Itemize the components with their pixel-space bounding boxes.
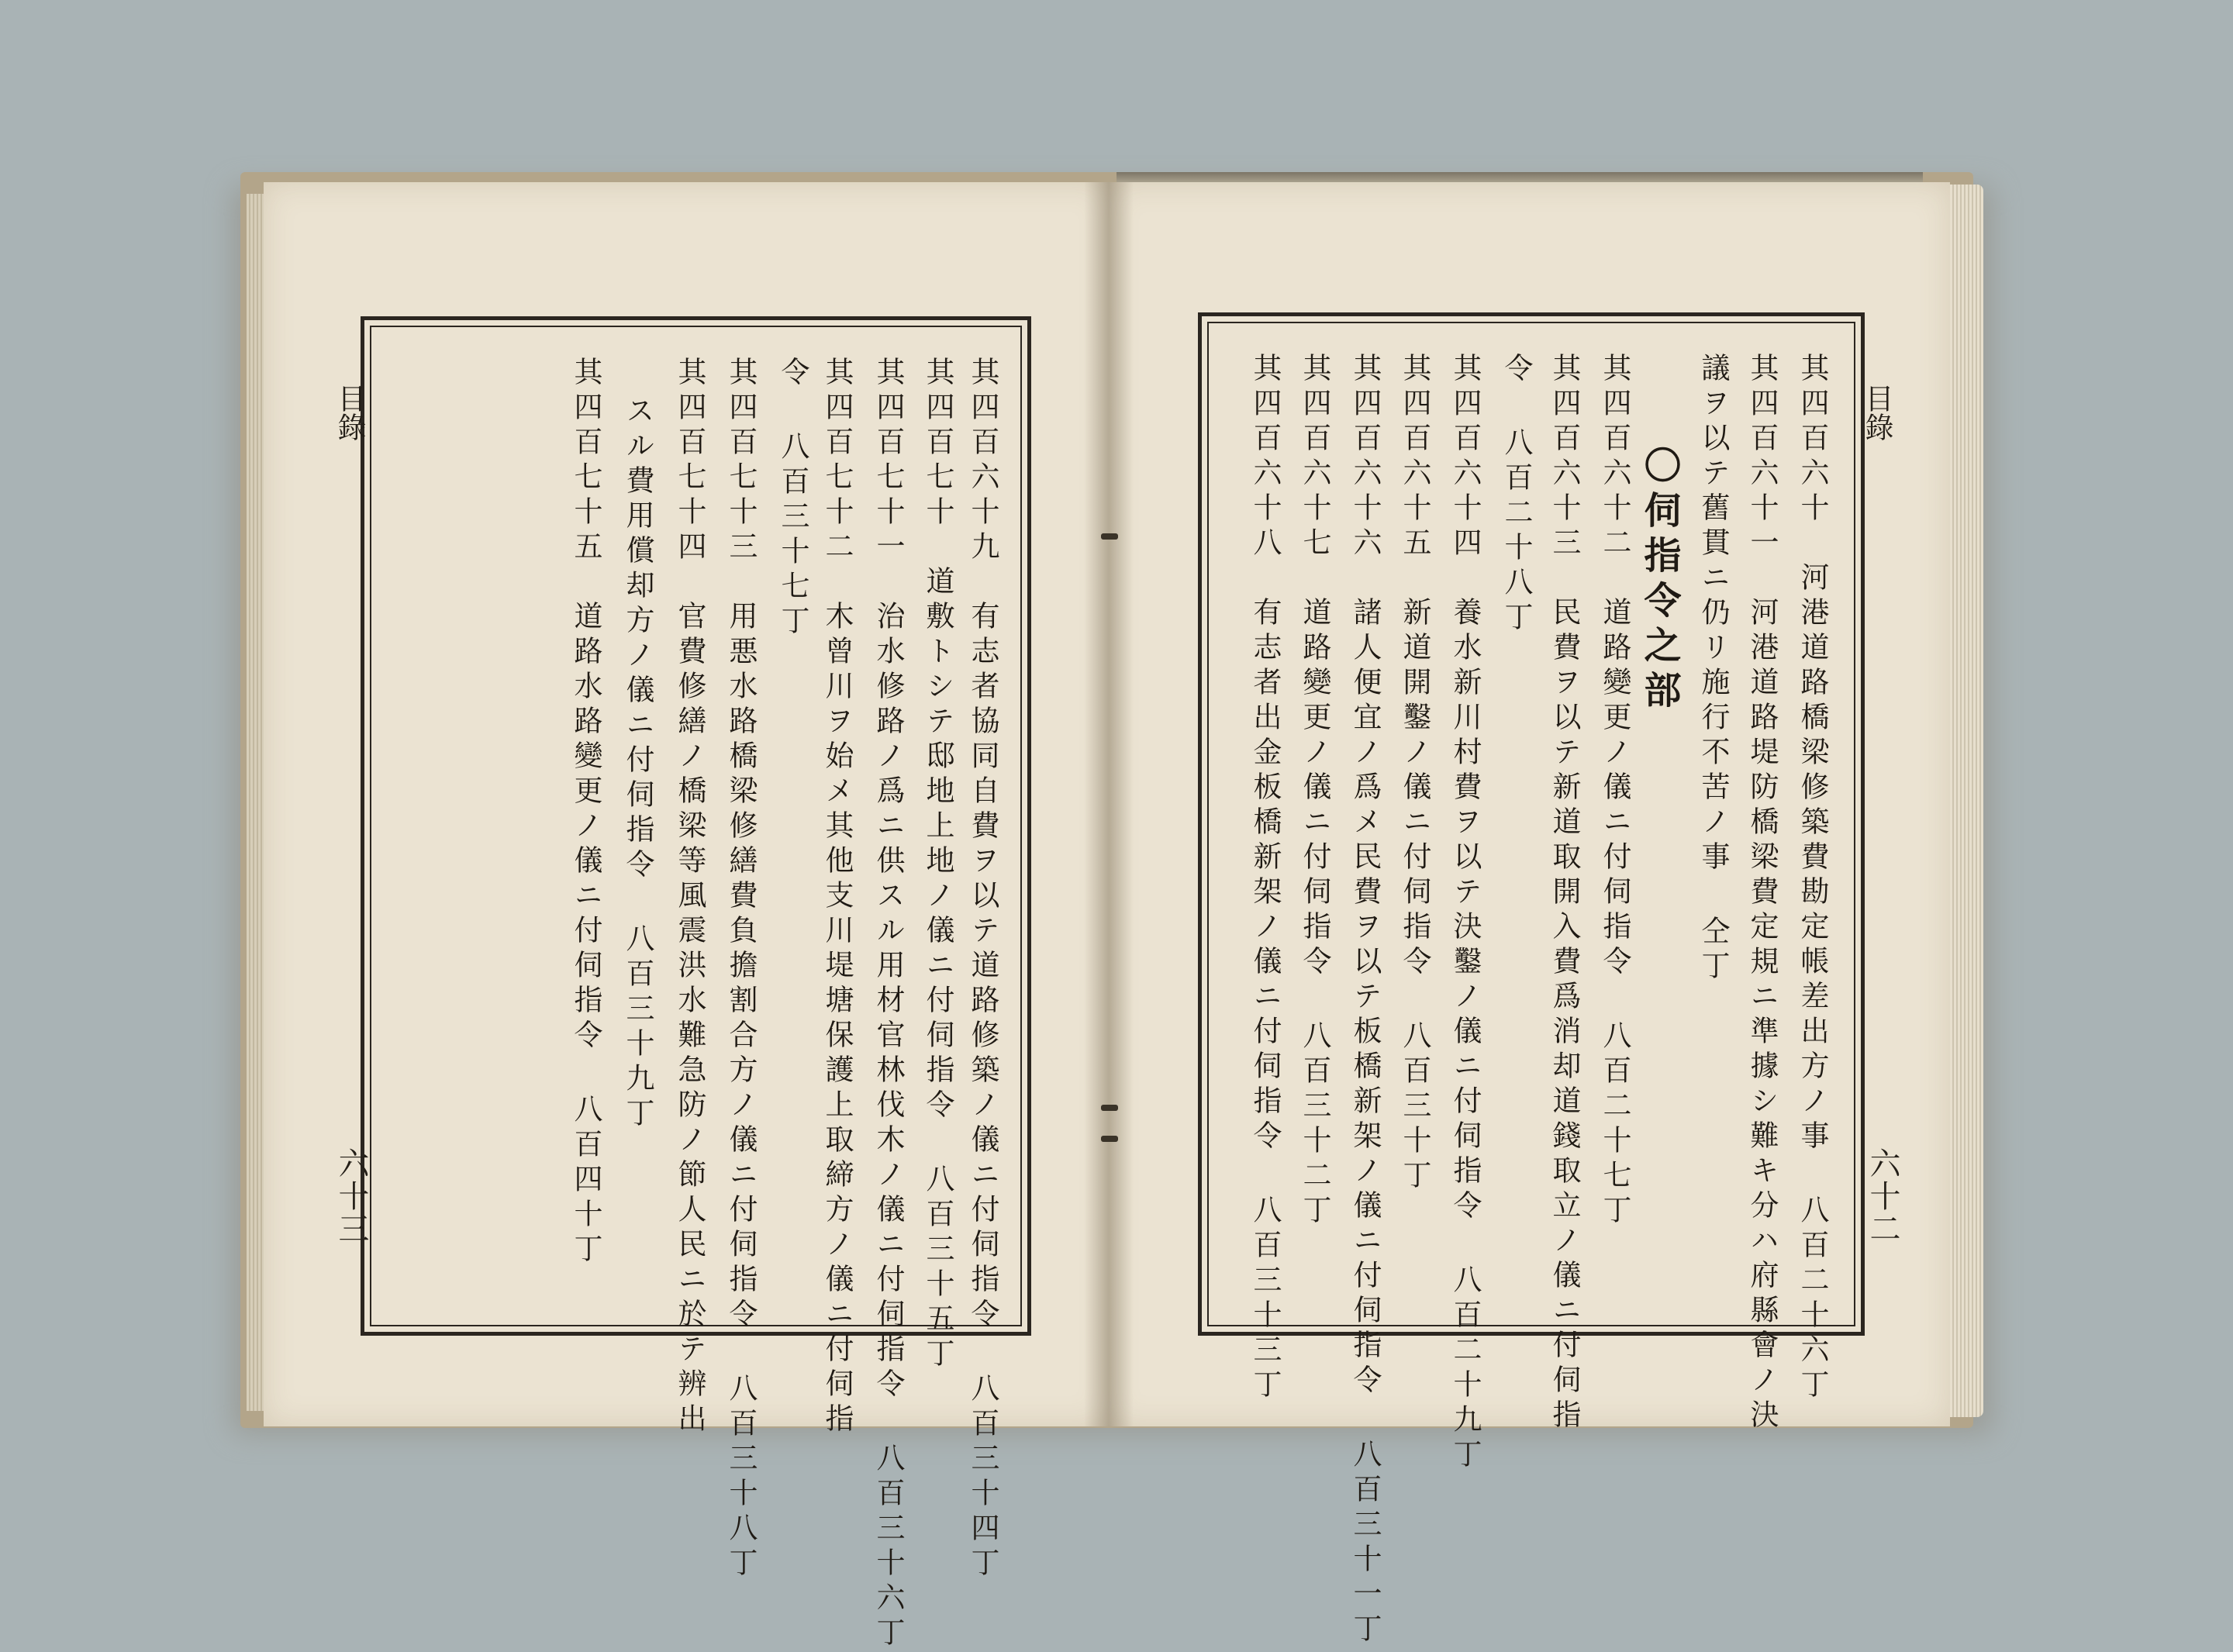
- left-entry-475: 其四百七十五 道路水路變更ノ儀ニ付伺指令 八百四十丁: [569, 357, 602, 1268]
- left-entry-473: 其四百七十三 用悪水路橋梁修繕費負擔割合方ノ儀ニ付伺指令 八百三十八丁: [724, 357, 758, 1582]
- left-entry-469: 其四百六十九 有志者協同自費ヲ以テ道路修築ノ儀ニ付伺指令 八百三十四丁: [966, 357, 999, 1582]
- binding-stitch: [1101, 533, 1118, 540]
- left-entry-472: 其四百七十二 木曾川ヲ始メ其他支川堤塘保護上取締方ノ儀ニ付伺指: [820, 357, 854, 1438]
- book-gutter: [1084, 182, 1134, 1426]
- right-entry-463-cont: 令 八百二十八丁: [1500, 353, 1533, 636]
- right-entry-468: 其四百六十八 有志者出金板橋新架ノ儀ニ付伺指令 八百三十三丁: [1248, 353, 1282, 1404]
- right-entry-461-cont: 議ヲ以テ舊貫ニ仍リ施行不苦ノ事 仝丁: [1696, 353, 1730, 985]
- left-entry-471: 其四百七十一 治水修路ノ爲ニ供スル用材官林伐木ノ儀ニ付伺指令 八百三十六丁: [871, 357, 905, 1652]
- right-running-head: 目錄: [1860, 384, 1893, 441]
- left-entry-472-cont: 令 八百三十七丁: [776, 357, 809, 640]
- right-entry-464: 其四百六十四 養水新川村費ヲ以テ決鑿ノ儀ニ付伺指令 八百二十九丁: [1448, 353, 1482, 1474]
- binding-stitch: [1101, 1105, 1118, 1111]
- right-entry-466: 其四百六十六 諸人便宜ノ爲メ民費ヲ以テ板橋新架ノ儀ニ付伺指令 八百三十一丁: [1348, 353, 1382, 1648]
- right-entry-462: 其四百六十二 道路變更ノ儀ニ付伺指令 八百二十七丁: [1598, 353, 1631, 1230]
- left-entry-474-cont: スル費用償却方ノ儀ニ付伺指令 八百三十九丁: [621, 395, 654, 1133]
- section-heading: 〇伺指令之部: [1638, 446, 1681, 716]
- right-entry-463: 其四百六十三 民費ヲ以テ新道取開入費爲消却道錢取立ノ儀ニ付伺指: [1548, 353, 1581, 1434]
- right-page-number: 六十二: [1865, 1147, 1900, 1245]
- binding-stitch: [1101, 1136, 1118, 1142]
- right-entry-460: 其四百六十 河港道路橋梁修築費勘定帳差出方ノ事 八百二十六丁: [1796, 353, 1829, 1404]
- right-entry-465: 其四百六十五 新道開鑿ノ儀ニ付伺指令 八百三十丁: [1398, 353, 1431, 1195]
- right-entry-461: 其四百六十一 河港道路堤防橋梁費定規ニ準據シ難キ分ハ府縣會ノ決: [1745, 353, 1779, 1434]
- left-entry-474: 其四百七十四 官費修繕ノ橋梁等風震洪水難急防ノ節人民ニ於テ辨出: [673, 357, 706, 1438]
- left-page-number: 六十三: [333, 1147, 369, 1245]
- right-entry-467: 其四百六十七 道路變更ノ儀ニ付伺指令 八百三十二丁: [1298, 353, 1331, 1230]
- left-entry-470: 其四百七十 道敷トシテ邸地上地ノ儀ニ付伺指令 八百三十五丁: [921, 357, 954, 1373]
- left-running-head: 目錄: [333, 384, 366, 441]
